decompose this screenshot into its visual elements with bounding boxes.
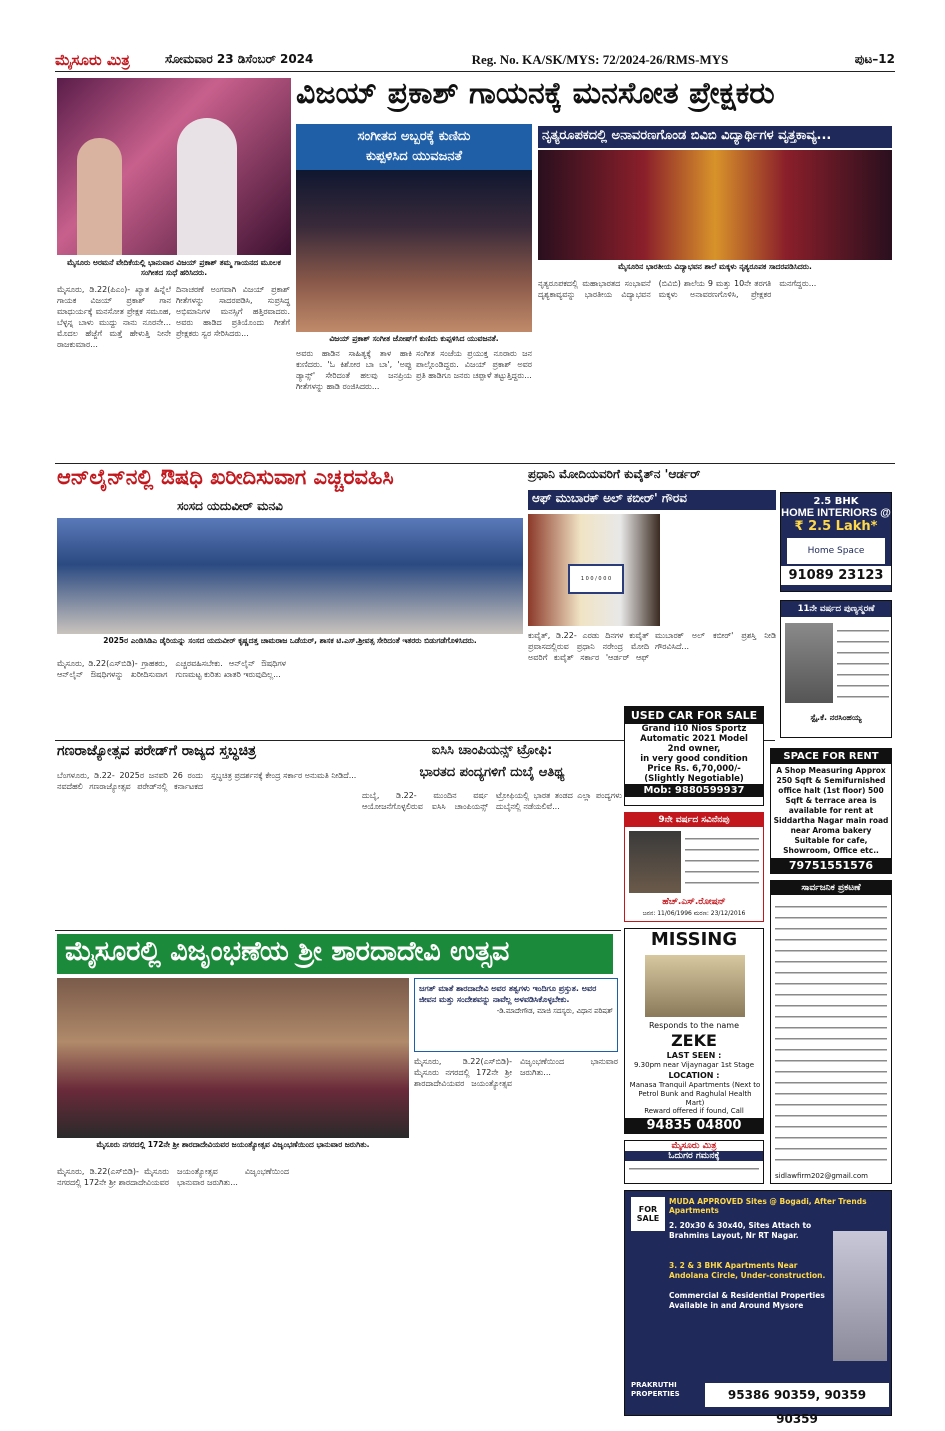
- property-line3: 3. 2 & 3 BHK Apartments Near Andolana Circle, Under-construction.: [669, 1261, 826, 1280]
- interiors-line1: 2.5 BHK: [813, 496, 859, 507]
- story3-body: ಮೈಸೂರು, ಡಿ.22(ಎಸ್‌ಬಿಡಿ)- ಗ್ರಾಹಕರು, ಆನ್‌ಲೈನ್ ಔಷಧಿಗಳನ್ನು ಖರೀದಿಸುವಾಗ ಎಚ್ಚರವಹಿಸಬೇಕು. ಆನ್‌ಲೈನ್ ಔಷಧಿಗಳ ಗುಣಮಟ್ಟ ಕುರಿತು ಖಾತರಿ ಇರುವುದಿಲ್ಲ...: [57, 659, 286, 679]
- diary-release-caption: 2025ರ ಎಂಡಿಸಿಡಿಎ ಡೈರಿಯನ್ನು ಸಂಸದ ಯದುವೀರ್ ಕೃಷ್ಣದತ್ತ ಚಾಮರಾಜ ಒಡೆಯರ್, ಶಾಸಕ ಟಿ.ಎಸ್.ಶ್ರೀವತ್ಸ ಸೇರಿದಂತೆ ಇತರರು ಬಿಡುಗಡೆಗೊಳಿಸಿದರು.: [103, 636, 477, 645]
- used-car-line3: 2nd owner,: [667, 744, 721, 754]
- missing-reward: Reward offered if found, Call: [644, 1107, 744, 1115]
- missing-seen-detail: 9.30pm near Vijaynagar 1st Stage: [633, 1061, 755, 1069]
- story1-headline: ವಿಜಯ್ ಪ್ರಕಾಶ್ ಗಾಯನಕ್ಕೆ ಮನಸೋತ ಪ್ರೇಕ್ಷಕರು: [296, 76, 775, 111]
- story1-subhead-box: [296, 124, 532, 170]
- readers-logo: ಮೈಸೂರು ಮಿತ್ರ: [671, 1141, 717, 1151]
- interiors-line3: ₹ 2.5 Lakh*: [794, 519, 878, 534]
- property-brand: PRAKRUTHI PROPERTIES: [631, 1381, 680, 1398]
- used-car-line6: (Slightly Negotiable): [644, 774, 744, 784]
- story2-headline: ನೃತ್ಯರೂಪಕದಲ್ಲಿ ಅನಾವರಣಗೊಂಡ ಬಿವಿಬಿ ವಿದ್ಯಾರ್ಥಿಗಳ ವೃತ್ತಕಾವ್ಯ...: [538, 126, 892, 148]
- story4-body: ಕುವೈತ್, ಡಿ.22- ಎರಡು ದಿನಗಳ ಕುವೈತ್ ಪ್ರವಾಸದಲ್ಲಿರುವ ಪ್ರಧಾನಿ ನರೇಂದ್ರ ಮೋದಿ ಅವರಿಗೆ ಕುವೈತ್ ಸರ್ಕಾರ 'ಆರ್ಡರ್ ಆಫ್ ಮುಬಾರಕ್ ಅಲ್ ಕಬೀರ್' ಪ್ರಶಸ್ತಿ ನೀಡಿ ಗೌರವಿಸಿದೆ...: [528, 631, 776, 662]
- remembrance-title: 9ನೇ ವರ್ಷದ ಸವಿನೆನಪು: [625, 813, 763, 827]
- story7-body-left: ಮೈಸೂರು, ಡಿ.22(ಎಸ್‌ಬಿಡಿ)- ಮೈಸೂರು ನಗರದಲ್ಲಿ 172ನೇ ಶ್ರೀ ಶಾರದಾದೇವಿಯವರ ಜಯಂತ್ಯೋತ್ಸವ ವಿಜೃಂಭಣೆಯಿಂದ ಭಾನುವಾರ ಜರುಗಿತು...: [57, 1167, 289, 1187]
- story4-headline-2: ಆಫ್ ಮುಬಾರಕ್ ಅಲ್ ಕಬೀರ್' ಗೌರವ: [528, 490, 776, 510]
- story2-body: ನೃತ್ಯರೂಪಕದಲ್ಲಿ ಮಹಾಭಾರತದ ಸಂಭಾವನೆ ದೃಶ್ಯಕಾವ್ಯವನ್ನು ಭಾರತೀಯ ವಿದ್ಯಾಭವನ (ಬಿವಿಬಿ) ಶಾಲೆಯ 9 ಮತ್ತು 10ನೇ ತರಗತಿ ಮಕ್ಕಳು ಅನಾವರಣಗೊಳಿಸಿ, ಪ್ರೇಕ್ಷಕರ ಮನಗೆದ್ದರು...: [538, 279, 817, 299]
- property-line4: Commercial & Residential Properties Available in and Around Mysore: [669, 1291, 825, 1310]
- masthead-date: ಸೋಮವಾರ 23 ಡಿಸೆಂಬರ್ 2024: [165, 52, 314, 66]
- story6-headline-2: ಭಾರತದ ಪಂದ್ಯಗಳಿಗೆ ದುಬೈ ಆತಿಥ್ಯ: [419, 765, 565, 780]
- modi-photo: [528, 514, 660, 626]
- used-car-line5: Price Rs. 6,70,000/-: [647, 764, 741, 774]
- readers-text: [629, 1163, 759, 1177]
- crowd-photo: [296, 170, 532, 332]
- obituary-photo: [785, 623, 833, 703]
- rent-ad[interactable]: [770, 748, 892, 874]
- story1-col-1: ಮೈಸೂರು, ಡಿ.22(ಪಿಎಂ)- ಖ್ಯಾತ ಹಿನ್ನೆಲೆ ಗಾಯಕ ವಿಜಯ್ ಪ್ರಕಾಶ್ ಗಾನ ಮಾಧುರ್ಯಕ್ಕೆ ಮನಸೋತ ಪ್ರೇಕ್ಷಕ ಸಮೂಹ, ಬೆಳ್ಳನ್ನ ಬಾಳು ಮುದ್ದು ನಾನು ನೂರನೇ... ಮೊದಲ ಹೆಜ್ಜೆಗೆ ಮತ್ತೆ ಹೇಳುತ್ತಿ ನೀನೇ ರಾಜಕುಮಾರ...: [57, 285, 171, 349]
- obituary-text: [837, 625, 889, 703]
- rent-phone: 79751551576: [771, 858, 891, 873]
- interiors-ad[interactable]: [780, 492, 892, 592]
- dance-photo: [538, 150, 892, 260]
- sharada-photo: [57, 978, 409, 1138]
- remembrance-photo: [629, 831, 681, 893]
- readers-title: ಓದುಗರ ಗಮನಕ್ಕೆ: [625, 1151, 763, 1161]
- notice-text: [775, 901, 887, 1169]
- quote-text: ಜಗತ್ ಮಾತೆ ಶಾರದಾದೇವಿ ಅವರ ತತ್ವಗಳು ಇಂದಿಗೂ ಪ್ರಸ್ತುತ. ಅವರ ಜೀವನ ಮತ್ತು ಸಂದೇಶವನ್ನು ನಾವೆಲ್ಲ ಅಳವಡಿಸಿಕೊಳ್ಳಬೇಕು.: [419, 984, 597, 1004]
- property-for-sale: FOR SALE: [631, 1197, 665, 1231]
- divider: [55, 930, 621, 931]
- diary-release-photo: [57, 518, 523, 634]
- story5-headline: ಗಣರಾಜ್ಯೋತ್ಸವ ಪರೇಡ್‌ಗೆ ರಾಜ್ಯದ ಸ್ತಬ್ಧಚಿತ್ರ: [57, 743, 257, 759]
- story7-quote-box: [414, 978, 618, 1052]
- remembrance-name: ಹೆಚ್.ಎಸ್.ರೋಷನ್: [662, 897, 726, 907]
- interiors-phone: 91089 23123: [781, 566, 891, 585]
- story1-col-3: ಅವರು ಹಾಡಿನ ಸಾಹಿತ್ಯಕ್ಕೆ ತಾಳ ಹಾಕಿ ಕುಣಿದರು. 'ಓ ಕಿಶೋರ ಬಾ ಬಾ', 'ಅಪ್ಪು ಡ್ಯಾನ್ಸ್' ಸೇರಿದಂತೆ ಹಲವು ಜನಪ್ರಿಯ ಗೀತೆಗಳನ್ನು ಹಾಡಿ ರಂಜಿಸಿದರು...: [296, 349, 412, 391]
- masthead-logo: ಮೈಸೂರು ಮಿತ್ರ: [55, 50, 130, 69]
- singer-figure: [177, 118, 237, 255]
- missing-seen: LAST SEEN :: [666, 1051, 722, 1060]
- story6-body: ದುಬೈ, ಡಿ.22- ಮುಂದಿನ ವರ್ಷ ಆಯೋಜನೆಗೊಳ್ಳಲಿರುವ ಐಸಿಸಿ ಚಾಂಪಿಯನ್ಸ್ ಟ್ರೋಫಿಯಲ್ಲಿ ಭಾರತ ತಂಡದ ಎಲ್ಲಾ ಪಂದ್ಯಗಳು ದುಬೈನಲ್ಲಿ ನಡೆಯಲಿವೆ...: [362, 791, 622, 811]
- singer-photo-caption: ಮೈಸೂರು ಅರಮನೆ ವೇದಿಕೆಯಲ್ಲಿ ಭಾನುವಾರ ವಿಜಯ್ ಪ್ರಕಾಶ್ ತಮ್ಮ ಗಾಯನದ ಮೂಲಕ ಸಂಗೀತದ ಸುಧೆ ಹರಿಸಿದರು.: [67, 258, 281, 277]
- story7-headline: ಮೈಸೂರಲ್ಲಿ ವಿಜೃಂಭಣೆಯ ಶ್ರೀ ಶಾರದಾದೇವಿ ಉತ್ಸವ: [57, 934, 613, 974]
- missing-responds: Responds to the name: [648, 1021, 740, 1030]
- story7-body-right: ಮೈಸೂರು, ಡಿ.22(ಎಸ್‌ಬಿಡಿ)- ಮೈಸೂರು ನಗರದಲ್ಲಿ 172ನೇ ಶ್ರೀ ಶಾರದಾದೇವಿಯವರ ಜಯಂತ್ಯೋತ್ಸವ ವಿಜೃಂಭಣೆಯಿಂದ ಭಾನುವಾರ ಜರುಗಿತು...: [414, 1057, 618, 1088]
- remembrance-text: [685, 833, 759, 891]
- award-plaque: 1 0 0 / 0 0 0: [568, 564, 624, 594]
- building-image: [833, 1231, 887, 1361]
- page-number: ಪುಟ–12: [854, 52, 895, 66]
- story3-subhead: ಸಂಸದ ಯದುವೀರ್ ಮನವಿ: [177, 499, 283, 513]
- public-notice: [770, 880, 892, 1184]
- interiors-brand: Home Space: [787, 538, 885, 564]
- dog-photo: [645, 955, 745, 1017]
- used-car-ad[interactable]: [624, 706, 764, 806]
- missing-location-detail: Manasa Tranquil Apartments (Next to Petrol Bunk and Raghulal Health Mart): [629, 1081, 761, 1107]
- rent-title: SPACE FOR RENT: [771, 749, 891, 764]
- property-ad[interactable]: [624, 1190, 892, 1426]
- notice-title: ಸಾರ್ವಜನಿಕ ಪ್ರಕಟಣೆ: [771, 881, 891, 895]
- woman-figure: [77, 138, 122, 255]
- crowd-photo-caption: ವಿಜಯ್ ಪ್ರಕಾಶ್ ಸಂಗೀತ ಜೋಷ್‌ಗೆ ಕುಣಿದು ಕುಪ್ಪಳಿಸಿದ ಯುವಜನತೆ.: [329, 334, 499, 343]
- obituary-title: 11ನೇ ವರ್ಷದ ಪುಣ್ಯಸ್ಮರಣೆ: [781, 601, 891, 617]
- interiors-line2: HOME INTERIORS @: [781, 507, 891, 519]
- notice-email: sidlawfirm202@gmail.com: [775, 1172, 868, 1180]
- used-car-line2: Automatic 2021 Model: [640, 734, 748, 744]
- story3-headline: ಆನ್‌ಲೈನ್‌ನಲ್ಲಿ ಔಷಧಿ ಖರೀದಿಸುವಾಗ ಎಚ್ಚರವಹಿಸಿ: [57, 464, 394, 489]
- used-car-line4: in very good condition: [640, 754, 748, 764]
- story5-body: ಬೆಂಗಳೂರು, ಡಿ.22- 2025ರ ಜನವರಿ 26 ರಂದು ನವದೆಹಲಿ ಗಣರಾಜ್ಯೋತ್ಸವ ಪರೇಡ್‌ನಲ್ಲಿ ಕರ್ನಾಟಕದ ಸ್ತಬ್ಧಚಿತ್ರ ಪ್ರದರ್ಶನಕ್ಕೆ ಕೇಂದ್ರ ಸರ್ಕಾರ ಅನುಮತಿ ನೀಡಿದೆ...: [57, 771, 357, 791]
- missing-name: ZEKE: [671, 1031, 717, 1050]
- missing-dog-ad[interactable]: [624, 928, 764, 1134]
- property-phones: 95386 90359, 90359 90359: [705, 1383, 889, 1407]
- story1-subhead-1: ಸಂಗೀತದ ಅಬ್ಬರಕ್ಕೆ ಕುಣಿದು: [357, 129, 471, 144]
- story1-col-2: ದಿನಾಚರಣೆ ಅಂಗವಾಗಿ ವಿಜಯ್ ಪ್ರಕಾಶ್ ಗೀತೆಗಳನ್ನು ಸಾದರಪಡಿಸಿ, ಸುಪ್ರಸಿದ್ಧ ಅಭಿಮಾನಿಗಳ ಮನಸ್ಸಿಗೆ ಹತ್ತಿರವಾದರು. ಅವರು ಹಾಡಿದ ಪ್ರತಿಯೊಂದು ಗೀತೆಗೆ ಪ್ರೇಕ್ಷಕರು ಸ್ವರ ಸೇರಿಸಿದರು...: [176, 285, 290, 338]
- obituary-name: ಸ್ಪೈ.ಕೆ. ನರಸಿಂಹಯ್ಯ: [810, 713, 862, 722]
- remembrance-ad: [624, 812, 764, 922]
- story4-headline-1: ಪ್ರಧಾನಿ ಮೋದಿಯವರಿಗೆ ಕುವೈತ್‌ನ 'ಆರ್ಡರ್: [528, 467, 701, 481]
- property-line2: 2. 20x30 & 30x40, Sites Attach to Brahmins Layout, Nr RT Nagar.: [669, 1221, 812, 1240]
- story1-col-4: ಸಂಗೀತ ಸಂಜೆಯ ಪ್ರಯುಕ್ತ ನೂರಾರು ಜನ ಪಾಲ್ಗೊಂಡಿದ್ದರು. ವಿಜಯ್ ಪ್ರಕಾಶ್ ಅವರ ಪ್ರತಿ ಹಾಡಿಗೂ ಜನರು ಚಪ್ಪಾಳೆ ತಟ್ಟುತ್ತಿದ್ದರು...: [416, 349, 532, 380]
- remembrance-dates: ಜನನ: 11/06/1996 ಮರಣ: 23/12/2016: [642, 910, 746, 917]
- sharada-caption: ಮೈಸೂರು ನಗರದಲ್ಲಿ 172ನೇ ಶ್ರೀ ಶಾರದಾದೇವಿಯವರ ಜಯಂತ್ಯೋತ್ಸವ ವಿಜೃಂಭಣೆಯಿಂದ ಭಾನುವಾರ ಜರುಗಿತು.: [96, 1140, 370, 1149]
- obituary-ad: [780, 600, 892, 738]
- used-car-phone: Mob: 9880599937: [625, 784, 763, 797]
- masthead: [55, 48, 895, 72]
- used-car-line1: Grand i10 Nios Sportz: [641, 724, 747, 734]
- readers-notice: [624, 1140, 764, 1184]
- missing-location: LOCATION :: [668, 1071, 720, 1080]
- rent-body: A Shop Measuring Approx 250 Sqft & Semifurnished office halt (1st floor) 500 Sqft & terrace area is available for rent at Siddartha Nagar main road near Aroma bakery Suitable for cafe, Showroom, Office etc..: [773, 766, 889, 855]
- missing-phone: 94835 04800: [625, 1118, 763, 1133]
- property-line1: MUDA APPROVED Sites @ Bogadi, After Trends Apartments: [669, 1197, 867, 1215]
- missing-title: MISSING: [650, 929, 738, 950]
- quote-by: -ಡಿ.ಮಾದೇಗೌಡ, ಮಾಜಿ ಸದಸ್ಯರು, ವಿಧಾನ ಪರಿಷತ್: [496, 1007, 613, 1015]
- used-car-title: USED CAR FOR SALE: [625, 707, 763, 724]
- story1-subhead-2: ಕುಪ್ಪಳಿಸಿದ ಯುವಜನತೆ: [365, 149, 462, 164]
- story6-headline-1: ಐಸಿಸಿ ಚಾಂಪಿಯನ್ಸ್ ಟ್ರೋಫಿ:: [431, 743, 553, 758]
- singer-photo: [57, 78, 291, 255]
- dance-photo-caption: ಮೈಸೂರಿನ ಭಾರತೀಯ ವಿದ್ಯಾಭವನ ಶಾಲೆ ಮಕ್ಕಳು ನೃತ್ಯರೂಪಕ ಸಾದರಪಡಿಸಿದರು.: [618, 262, 812, 271]
- masthead-reg: Reg. No. KA/SK/MYS: 72/2024-26/RMS-MYS: [471, 51, 729, 67]
